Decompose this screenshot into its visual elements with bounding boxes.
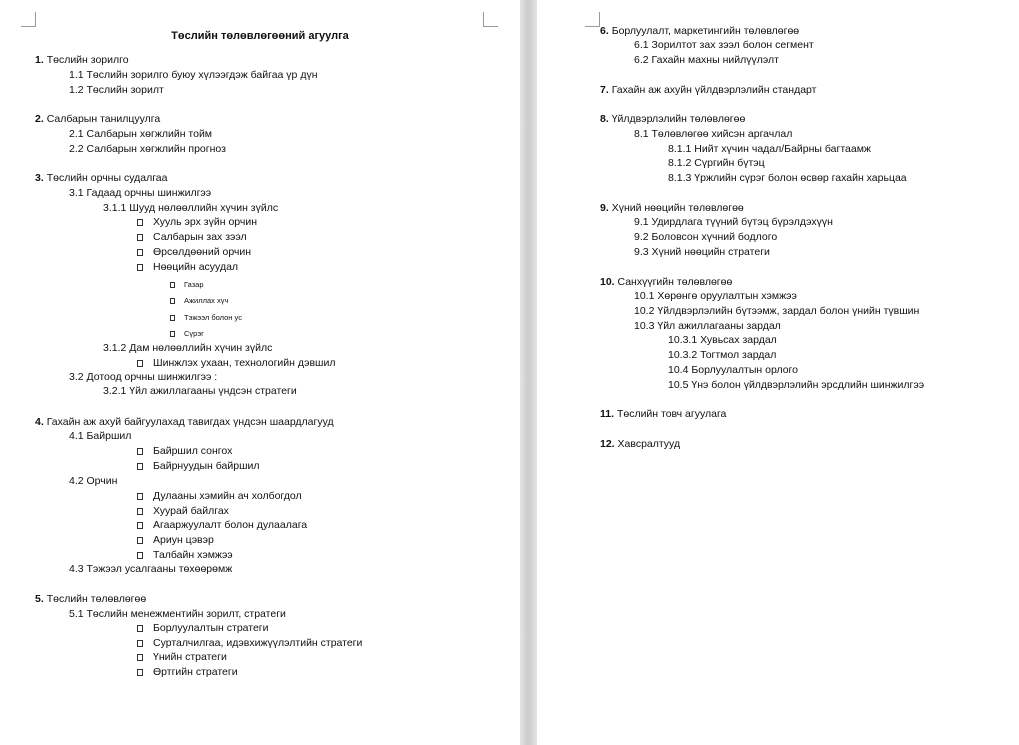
toc-subsection [103, 341, 272, 355]
toc-section [35, 53, 129, 67]
bullet-square-icon [137, 463, 143, 470]
section-number: 10. [600, 276, 618, 288]
toc-subsection [69, 127, 212, 141]
toc-text: Төслийн товч агуулага [616, 408, 727, 420]
toc-bullet-item [137, 636, 362, 650]
toc-text: Хүний нөөцийн төлөвлөгөө [611, 202, 744, 214]
toc-text: 9.2 Боловсон хүчний бодлого [634, 231, 778, 243]
toc-text: 10.3.2 Тогтмол зардал [668, 349, 777, 361]
toc-section [35, 171, 167, 185]
toc-text: Газар [184, 280, 204, 289]
toc-text: 8.1 Төлөвлөгөө хийсэн аргачлал [634, 128, 793, 140]
bullet-square-icon [137, 669, 143, 676]
document-title: Төслийн төлөвлөгөөний агуулга [171, 30, 349, 42]
toc-text: Нөөцийн асуудал [153, 261, 239, 273]
toc-bullet-item [170, 294, 228, 308]
toc-text: 3.1.2 Дам нөлөөллийн хүчин зүйлс [103, 342, 273, 354]
toc-text: Хуурай байлгах [153, 505, 229, 517]
toc-bullet-item [137, 245, 251, 259]
toc-subsection [69, 607, 286, 621]
toc-bullet-item [170, 311, 242, 325]
toc-bullet-item [137, 518, 307, 532]
section-number: 3. [35, 172, 47, 184]
toc-text: Төслийн орчны судалгаа [46, 172, 168, 184]
crop-mark-top-right-icon [483, 12, 498, 27]
toc-text: 8.1.2 Сүргийн бүтэц [668, 157, 765, 169]
toc-text: 1.1 Төслийн зорилго буюу хүлээгдэж байгаа үр дүн [69, 69, 318, 81]
bullet-square-icon [137, 493, 143, 500]
bullet-square-icon [137, 654, 143, 661]
crop-mark-page2-top-left-icon [585, 12, 600, 27]
toc-text: Байршил сонгох [153, 445, 233, 457]
toc-text: 8.1.1 Нийт хүчин чадал/Байрны багтаамж [668, 143, 871, 155]
toc-subsection [668, 348, 776, 362]
toc-subsection [69, 68, 318, 82]
toc-subsection [634, 245, 770, 259]
section-number: 5. [35, 593, 47, 605]
toc-bullet-item [137, 215, 257, 229]
toc-bullet-item [137, 621, 269, 635]
toc-text: Сүрэг [184, 329, 204, 338]
toc-subsection [634, 53, 779, 67]
bullet-square-icon [137, 360, 143, 367]
bullet-square-icon [170, 298, 175, 304]
bullet-square-icon [137, 264, 143, 271]
toc-bullet-item [137, 548, 233, 562]
toc-text: Хавсралтууд [617, 438, 681, 450]
bullet-square-icon [170, 315, 175, 321]
toc-text: 10.3.1 Хувьсах зардал [668, 334, 777, 346]
toc-bullet-item [137, 665, 238, 679]
toc-text: 2.2 Салбарын хөгжлийн прогноз [69, 143, 226, 155]
toc-bullet-item [137, 650, 227, 664]
toc-text: Шинжлэх ухаан, технологийн дэвшил [153, 357, 336, 369]
toc-text: 4.2 Орчин [69, 475, 118, 487]
toc-text: 6.2 Гахайн махны нийлүүлэлт [634, 54, 779, 66]
toc-text: 10.2 Үйлдвэрлэлийн бүтээмж, зардал болон үнийн түвшин [634, 305, 920, 317]
toc-bullet-item [137, 356, 335, 370]
toc-subsection [69, 370, 217, 384]
section-number: 4. [35, 416, 47, 428]
bullet-square-icon [137, 625, 143, 632]
toc-section [600, 275, 732, 289]
toc-text: Борлуулалт, маркетингийн төлөвлөгөө [611, 25, 800, 37]
section-number: 8. [600, 113, 612, 125]
toc-bullet-item [170, 327, 204, 341]
toc-bullet-item [170, 278, 204, 292]
toc-text: Санхүүгийн төлөвлөгөө [617, 276, 733, 288]
section-number: 7. [600, 84, 612, 96]
toc-text: Борлуулалтын стратеги [153, 622, 269, 634]
toc-text: 8.1.3 Үржлийн сүрэг болон өсвөр гахайн харьцаа [668, 172, 907, 184]
toc-text: Ариун цэвэр [153, 534, 214, 546]
toc-section [600, 83, 816, 97]
toc-subsection [69, 474, 117, 488]
section-number: 12. [600, 438, 618, 450]
bullet-square-icon [137, 552, 143, 559]
toc-text: Салбарын зах зээл [153, 231, 247, 243]
toc-text: 10.3 Үйл ажиллагааны зардал [634, 320, 781, 332]
toc-text: Дулааны хэмийн ач холбогдол [153, 490, 302, 502]
toc-bullet-item [137, 230, 247, 244]
crop-mark-top-left-icon [21, 12, 36, 27]
toc-text: Ажиллах хүч [184, 296, 229, 305]
toc-subsection [634, 319, 781, 333]
toc-subsection [634, 289, 797, 303]
toc-text: 2.1 Салбарын хөгжлийн тойм [69, 128, 213, 140]
section-number: 1. [35, 54, 47, 66]
toc-bullet-item [137, 489, 302, 503]
toc-text: 3.1.1 Шууд нөлөөллийн хүчин зүйлс [103, 202, 279, 214]
toc-text: Тэжээл болон ус [184, 313, 242, 322]
toc-subsection [634, 127, 792, 141]
toc-text: 4.3 Тэжээл усалгааны төхөөрөмж [69, 563, 233, 575]
toc-text: Өрсөлдөөний орчин [153, 246, 252, 258]
toc-subsection [634, 230, 777, 244]
toc-text: Талбайн хэмжээ [153, 549, 233, 561]
toc-text: Төслийн төлөвлөгөө [46, 593, 147, 605]
toc-text: Төслийн зорилго [46, 54, 129, 66]
toc-text: 10.5 Үнэ болон үйлдвэрлэлийн эрсдлийн шинжилгээ [668, 379, 925, 391]
toc-text: 9.1 Удирдлага түүний бүтэц бүрэлдэхүүн [634, 216, 833, 228]
toc-text: Сурталчилгаа, идэвхижүүлэлтийн стратеги [153, 637, 363, 649]
bullet-square-icon [137, 448, 143, 455]
section-number: 11. [600, 408, 617, 420]
toc-section [35, 112, 160, 126]
toc-text: 4.1 Байршил [69, 430, 132, 442]
bullet-square-icon [137, 249, 143, 256]
toc-bullet-item [137, 533, 214, 547]
toc-bullet-item [137, 504, 229, 518]
toc-subsection [69, 83, 164, 97]
toc-text: Салбарын танилцуулга [46, 113, 161, 125]
toc-subsection [634, 215, 833, 229]
toc-text: 3.2 Дотоод орчны шинжилгээ : [69, 371, 218, 383]
toc-section [600, 201, 744, 215]
toc-bullet-item [137, 444, 232, 458]
toc-text: 5.1 Төслийн менежментийн зорилт, стратеги [69, 608, 286, 620]
toc-text: Үнийн стратеги [153, 651, 227, 663]
toc-bullet-item [137, 459, 260, 473]
toc-text: Өртгийн стратеги [153, 666, 238, 678]
toc-bullet-item [137, 260, 238, 274]
toc-subsection [668, 156, 765, 170]
toc-text: Агааржуулалт болон дулаалага [153, 519, 308, 531]
toc-text: Хууль эрх зүйн орчин [153, 216, 258, 228]
toc-subsection [634, 304, 919, 318]
toc-subsection [69, 429, 131, 443]
toc-text: 1.2 Төслийн зорилт [69, 84, 164, 96]
toc-subsection [634, 38, 814, 52]
bullet-square-icon [137, 522, 143, 529]
page-gutter [520, 0, 537, 745]
section-number: 6. [600, 25, 612, 37]
toc-section [35, 592, 146, 606]
toc-text: 9.3 Хүний нөөцийн стратеги [634, 246, 770, 258]
toc-text: Гахайн аж ахуй байгуулахад тавигдах үндсэн шаардлагууд [46, 416, 334, 428]
bullet-square-icon [137, 537, 143, 544]
toc-subsection [668, 171, 907, 185]
toc-text: Байрнуудын байршил [153, 460, 260, 472]
bullet-square-icon [170, 331, 175, 337]
toc-subsection [668, 363, 798, 377]
toc-subsection [69, 562, 232, 576]
toc-subsection [668, 378, 924, 392]
toc-subsection [103, 384, 297, 398]
section-number: 9. [600, 202, 612, 214]
bullet-square-icon [137, 508, 143, 515]
bullet-square-icon [137, 234, 143, 241]
toc-subsection [103, 201, 278, 215]
toc-subsection [668, 142, 871, 156]
section-number: 2. [35, 113, 47, 125]
toc-text: Гахайн аж ахуйн үйлдвэрлэлийн стандарт [611, 84, 817, 96]
toc-text: Үйлдвэрлэлийн төлөвлөгөө [611, 113, 746, 125]
toc-section [600, 24, 799, 38]
toc-text: 10.1 Хөрөнгө оруулалтын хэмжээ [634, 290, 797, 302]
toc-section [600, 112, 745, 126]
bullet-square-icon [170, 282, 175, 288]
toc-section [35, 415, 334, 429]
toc-text: 6.1 Зорилтот зах зээл болон сегмент [634, 39, 814, 51]
toc-subsection [668, 333, 777, 347]
toc-subsection [69, 186, 211, 200]
toc-section [600, 407, 726, 421]
toc-subsection [69, 142, 226, 156]
bullet-square-icon [137, 219, 143, 226]
toc-text: 10.4 Борлуулалтын орлого [668, 364, 798, 376]
bullet-square-icon [137, 640, 143, 647]
toc-text: 3.1 Гадаад орчны шинжилгээ [69, 187, 212, 199]
toc-section [600, 437, 680, 451]
toc-text: 3.2.1 Үйл ажиллагааны үндсэн стратеги [103, 385, 297, 397]
